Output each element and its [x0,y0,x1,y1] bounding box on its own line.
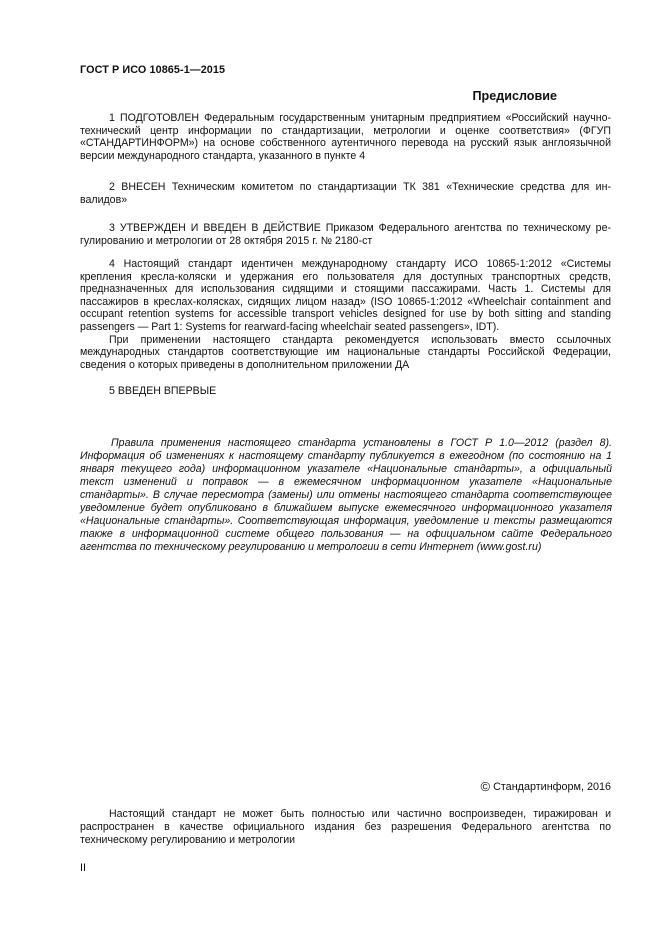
preface-paragraph: 4 Настоящий стандарт идентичен международному стандарту ИСО 10865-1:2012 «Системы крепления кресла-коляски и удержания его пользователя для доступных транспортных средств, предназначенных для использования сидящими и стоящими пассажирами. Часть 1. Системы для пассажиров в креслах-колясках, сидящих лицом назад» (ISO 10865-1:2012 «Wheelchair containment and occupant retention systems for accessible transport vehicles designed for use by both sitting and standing passengers — Part 1: Systems for rearward-facing wheelchair seated passengers», IDT). [80,258,611,333]
preface-paragraph: 2 ВНЕСЕН Техническим комитетом по стандартизации ТК 381 «Технические средства для инвалидов» [80,181,611,206]
preface-title-text: Предисловие [472,89,557,103]
reproduction-notice: Настоящий стандарт не может быть полностью или частично воспроизведен, тиражирован и распространен в качестве официального издания без разрешения Федерального агентства по техническому регулированию и метрологии [80,808,611,846]
preface-paragraph: При применении настоящего стандарта рекомендуется использовать вместо ссылочных международных стандартов соответствующие им национальные стандарты Российской Федерации, сведения о которых приведены в дополнительном приложении ДА [80,333,611,371]
preface-item-2 [80,181,611,206]
document-code: ГОСТ Р ИСО 10865-1—2015 [80,64,226,76]
preface-item-4 [80,258,611,371]
preface-paragraph: 3 УТВЕРЖДЕН И ВВЕДЕН В ДЕЙСТВИЕ Приказом Федерального агентства по техническому регулированию и метрологии от 28 октября 2015 г. № 2180-ст [80,222,611,247]
preface-item-1 [80,112,611,162]
preface-paragraph: 1 ПОДГОТОВЛЕН Федеральным государственным унитарным предприятием «Российский научно-технический центр информации по стандартизации, метрологии и оценке соответствия» (ФГУП «СТАНДАРТИНФОРМ») на основе собственного аутентичного перевода на русский язык англоязычной версии международного стандарта, указанного в пункте 4 [80,112,611,162]
preface-paragraph: 5 ВВЕДЕН ВПЕРВЫЕ [109,385,217,397]
application-notice: Правила применения настоящего стандарта установлены в ГОСТ Р 1.0—2012 (раздел 8). Информация об изменениях к настоящему стандарту публикуется в ежегодном (по состоянию на 1 января текущего года) информационном указателе «Национальные стандарты», а официальный текст изменений и поправок — в ежемесячном информационном указателе «Национальные стандарты». В случае пересмотра (замены) или отмены настоящего стандарта соответствующее уведомление будет опубликовано в ближайшем выпуске ежемесячного информационного указателя «Национальные стандарты». Соответствующая информация, уведомление и тексты размещаются также в информационной системе общего пользования — на официальном сайте Федерального агентства по техническому регулированию и метрологии в сети Интернет (www.gost.ru) [80,437,612,553]
copyright-icon: © [480,779,491,794]
page-number: II [80,862,86,874]
preface-item-5 [80,385,611,398]
copyright-text: Стандартинформ, 2016 [493,781,611,793]
preface-item-3 [80,222,611,247]
preface-title [80,90,611,103]
copyright-line [480,781,611,794]
